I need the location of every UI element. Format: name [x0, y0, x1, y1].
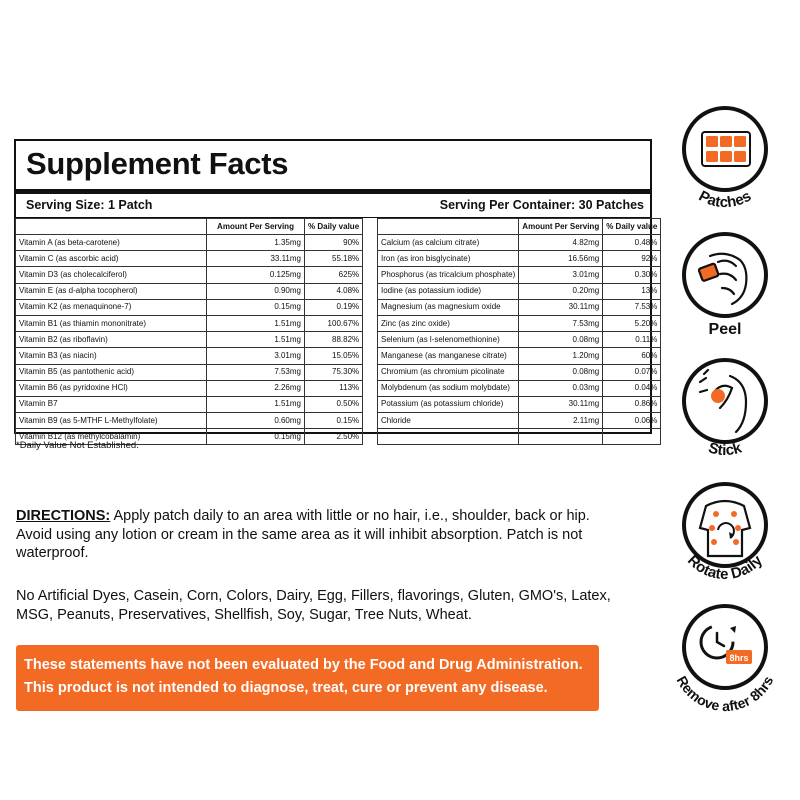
nutrient-row — [16, 315, 363, 331]
nutrient-name: Phosphorus (as tricalcium phosphate) — [378, 267, 519, 283]
nutrient-name: Vitamin B1 (as thiamin mononitrate) — [16, 315, 207, 331]
nutrient-row — [378, 396, 661, 412]
empty-cell — [378, 429, 519, 445]
nutrient-name: Vitamin B9 (as 5-MTHF L-Methylfolate) — [16, 413, 207, 429]
nutrient-amount: 4.82mg — [519, 235, 603, 251]
nutrient-name: Vitamin B12 (as methylcobalamin) — [16, 429, 207, 445]
nutrient-daily-value: 13% — [603, 283, 661, 299]
nutrient-amount: 0.60mg — [207, 413, 305, 429]
nutrient-daily-value: 60% — [603, 348, 661, 364]
step-peel — [670, 226, 780, 351]
nutrient-daily-value: 0.04% — [603, 380, 661, 396]
nutrient-row — [16, 299, 363, 315]
step-patches — [670, 100, 780, 225]
supplement-facts-panel — [14, 139, 658, 441]
nutrient-daily-value: 55.18% — [305, 251, 363, 267]
nutrient-daily-value: 0.06% — [603, 413, 661, 429]
nutrient-name: Vitamin B6 (as pyridoxine HCl) — [16, 380, 207, 396]
step-label: Rotate Daily — [684, 551, 766, 584]
nutrient-amount: 0.90mg — [207, 283, 305, 299]
nutrient-daily-value: 0.50% — [305, 396, 363, 412]
amount-header: Amount Per Serving — [519, 219, 603, 235]
serving-per-container: Serving Per Container: 30 Patches — [439, 198, 644, 212]
step-stick — [670, 352, 780, 477]
empty-cell — [603, 429, 661, 445]
nutrient-row — [378, 267, 661, 283]
nutrient-amount: 1.51mg — [207, 332, 305, 348]
nutrient-daily-value: 100.67% — [305, 315, 363, 331]
nutrient-daily-value: 0.11% — [603, 332, 661, 348]
nutrient-amount: 0.15mg — [207, 299, 305, 315]
nutrient-amount: 2.26mg — [207, 380, 305, 396]
serving-size: Serving Size: 1 Patch — [26, 198, 153, 212]
nutrient-row — [378, 235, 661, 251]
dv-header: % Daily value — [305, 219, 363, 235]
stick-icon — [700, 370, 746, 432]
nutrient-row — [16, 396, 363, 412]
nutrient-daily-value: 5.20% — [603, 315, 661, 331]
nutrient-daily-value: 75.30% — [305, 364, 363, 380]
nutrient-name: Iodine (as potassium iodide) — [378, 283, 519, 299]
nutrient-row — [378, 364, 661, 380]
nutrient-name: Vitamin C (as ascorbic acid) — [16, 251, 207, 267]
nutrient-table-right — [377, 218, 661, 445]
nutrient-amount: 1.51mg — [207, 396, 305, 412]
nutrient-row — [16, 380, 363, 396]
name-header — [378, 219, 519, 235]
nutrient-daily-value: 625% — [305, 267, 363, 283]
nutrient-amount: 16.56mg — [519, 251, 603, 267]
nutrient-amount: 0.20mg — [519, 283, 603, 299]
svg-text:Remove after 8hrs — [674, 673, 777, 714]
nutrient-amount: 33.11mg — [207, 251, 305, 267]
nutrient-row — [16, 235, 363, 251]
nutrient-name: Calcium (as calcium citrate) — [378, 235, 519, 251]
nutrient-amount: 7.53mg — [207, 364, 305, 380]
nutrient-name: Zinc (as zinc oxide) — [378, 315, 519, 331]
nutrient-row — [16, 348, 363, 364]
nutrient-amount: 1.20mg — [519, 348, 603, 364]
nutrient-name: Vitamin B5 (as pantothenic acid) — [16, 364, 207, 380]
nutrient-row — [16, 413, 363, 429]
thick-divider — [16, 189, 650, 194]
nutrient-amount: 0.08mg — [519, 332, 603, 348]
nutrient-name: Chloride — [378, 413, 519, 429]
panel-title: Supplement Facts — [26, 146, 289, 181]
rotate-daily-icon — [700, 501, 750, 556]
nutrient-row — [378, 315, 661, 331]
nutrient-name: Vitamin D3 (as cholecalciferol) — [16, 267, 207, 283]
nutrient-name: Potassium (as potassium chloride) — [378, 396, 519, 412]
nutrient-daily-value: 2.50% — [305, 429, 363, 445]
nutrient-row — [16, 332, 363, 348]
nutrient-name: Magnesium (as magnesium oxide — [378, 299, 519, 315]
amount-header: Amount Per Serving — [207, 219, 305, 235]
nutrient-name: Manganese (as manganese citrate) — [378, 348, 519, 364]
nutrient-name: Vitamin E (as d-alpha tocopherol) — [16, 283, 207, 299]
nutrient-daily-value: 15.05% — [305, 348, 363, 364]
table-header-row — [16, 219, 363, 235]
table-header-row — [378, 219, 661, 235]
nutrient-amount: 0.03mg — [519, 380, 603, 396]
dv-header: % Daily value — [603, 219, 661, 235]
nutrient-row — [378, 348, 661, 364]
nutrient-daily-value: 4.08% — [305, 283, 363, 299]
footnote: *Daily Value Not Established. — [16, 440, 139, 451]
nutrient-amount: 1.35mg — [207, 235, 305, 251]
nutrient-table-left — [15, 218, 363, 445]
nutrient-amount: 2.11mg — [519, 413, 603, 429]
peel-icon — [698, 254, 746, 304]
nutrient-name: Vitamin K2 (as menaquinone-7) — [16, 299, 207, 315]
nutrient-row — [16, 364, 363, 380]
step-label: Remove after 8hrs — [673, 673, 777, 715]
nutrient-row — [378, 332, 661, 348]
nutrient-row — [16, 283, 363, 299]
free-from-list: No Artificial Dyes, Casein, Corn, Colors, Dairy, Egg, Fillers, flavorings, Gluten, GMO's, Latex, MSG, Peanuts, Preservatives, Shellfish, Soy, Sugar, Tree Nuts, Wheat. — [16, 588, 611, 623]
step-label: Stick — [706, 439, 744, 460]
nutrient-amount: 3.01mg — [519, 267, 603, 283]
nutrient-amount: 30.11mg — [519, 396, 603, 412]
nutrient-daily-value: 0.30% — [603, 267, 661, 283]
step-label: Patches — [695, 187, 755, 212]
directions-label: DIRECTIONS: — [16, 508, 111, 524]
disclaimer-line-1: These statements have not been evaluated by the Food and Drug Administration. — [24, 657, 583, 673]
nutrient-daily-value: 92% — [603, 251, 661, 267]
step-label: Peel — [708, 321, 742, 338]
nutrient-row — [16, 251, 363, 267]
nutrient-row — [378, 380, 661, 396]
nutrient-name: Vitamin B3 (as niacin) — [16, 348, 207, 364]
fda-disclaimer — [16, 645, 599, 711]
svg-text:Stick — [706, 439, 744, 459]
nutrient-daily-value: 90% — [305, 235, 363, 251]
nutrient-row — [378, 413, 661, 429]
step-rotate-daily — [670, 476, 780, 601]
nutrient-row — [378, 299, 661, 315]
nutrient-daily-value: 0.48% — [603, 235, 661, 251]
name-header — [16, 219, 207, 235]
disclaimer-line-2: This product is not intended to diagnose, treat, cure or prevent any disease. — [24, 680, 548, 696]
nutrient-daily-value: 0.86% — [603, 396, 661, 412]
nutrient-amount: 0.15mg — [207, 429, 305, 445]
nutrient-name: Selenium (as l-selenomethionine) — [378, 332, 519, 348]
nutrient-amount: 0.125mg — [207, 267, 305, 283]
nutrient-amount: 30.11mg — [519, 299, 603, 315]
nutrient-name: Vitamin B7 — [16, 396, 207, 412]
nutrient-amount: 0.08mg — [519, 364, 603, 380]
nutrient-daily-value: 0.07% — [603, 364, 661, 380]
directions-text: Apply patch daily to an area with little or no hair, i.e., shoulder, back or hip. Avoid using any lotion or cream in the same area as it will inhibit absorption. Patch is not waterproof. — [16, 508, 590, 561]
nutrient-name: Molybdenum (as sodium molybdate) — [378, 380, 519, 396]
nutrient-daily-value: 7.53% — [603, 299, 661, 315]
nutrient-row — [378, 283, 661, 299]
nutrient-daily-value: 0.15% — [305, 413, 363, 429]
nutrient-daily-value: 0.19% — [305, 299, 363, 315]
nutrient-row — [378, 251, 661, 267]
nutrient-daily-value: 88.82% — [305, 332, 363, 348]
nutrient-name: Vitamin A (as beta-carotene) — [16, 235, 207, 251]
nutrient-name: Iron (as iron bisglycinate) — [378, 251, 519, 267]
nutrient-daily-value: 113% — [305, 380, 363, 396]
remove-after-8hrs-icon — [701, 626, 752, 664]
directions — [16, 507, 616, 563]
nutrient-name: Vitamin B2 (as riboflavin) — [16, 332, 207, 348]
step-remove-after-8hrs — [670, 598, 780, 748]
hours-badge: 8hrs — [729, 653, 749, 663]
nutrient-amount: 7.53mg — [519, 315, 603, 331]
nutrient-row — [16, 267, 363, 283]
nutrient-amount: 3.01mg — [207, 348, 305, 364]
nutrient-name: Chromium (as chromium picolinate — [378, 364, 519, 380]
patches-icon — [702, 132, 750, 166]
nutrient-amount: 1.51mg — [207, 315, 305, 331]
empty-cell — [519, 429, 603, 445]
empty-row — [378, 429, 661, 445]
